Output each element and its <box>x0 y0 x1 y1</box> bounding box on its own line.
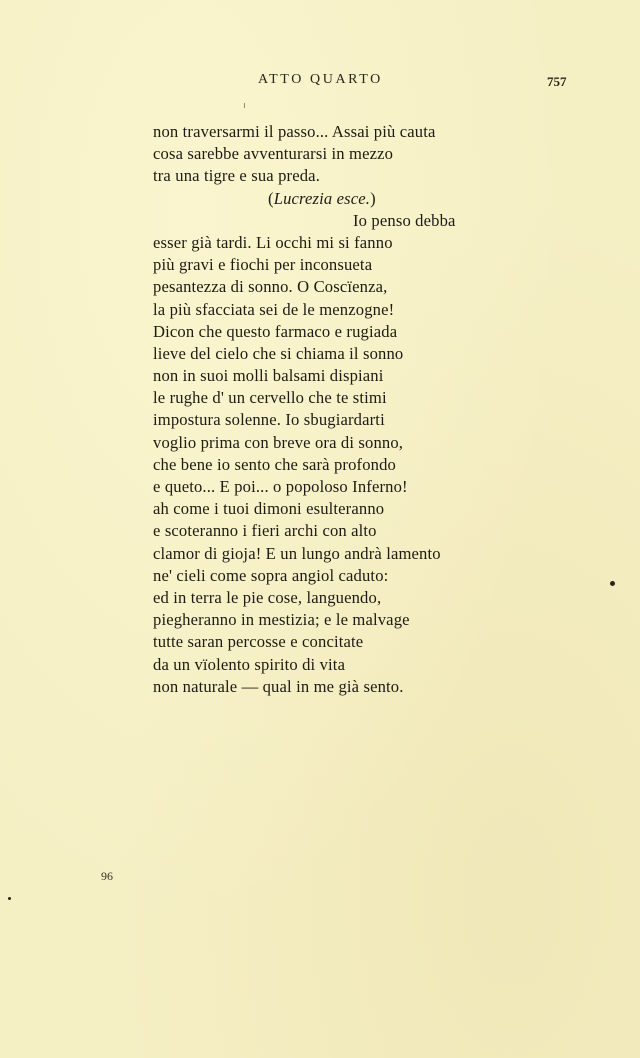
stage-direction-text: Lucrezia esce. <box>273 188 371 208</box>
verse-line: ah come i tuoi dimoni esulteranno <box>153 499 385 519</box>
ink-speck <box>610 581 615 586</box>
verse-line: voglio prima con breve ora di sonno, <box>153 432 404 452</box>
verse-line: Dicon che questo farmaco e rugiada <box>153 321 398 341</box>
verse-continuation-line: Io penso debba <box>353 210 456 230</box>
running-title: ATTO QUARTO <box>258 72 383 87</box>
verse-line: non naturale — qual in me già sento. <box>153 676 404 696</box>
stage-direction-open: ( <box>268 188 274 208</box>
verse-line: esser già tardi. Li occhi mi si fanno <box>153 232 393 252</box>
verse-line: lieve del cielo che si chiama il sonno <box>153 343 404 363</box>
verse-line-1: non traversarmi il passo... Assai più cauta <box>153 122 436 141</box>
signature-mark: 96 <box>101 869 113 883</box>
page-number: 757 <box>547 74 567 89</box>
ink-speck <box>244 103 245 108</box>
verse-line: e queto... E poi... o popoloso Inferno! <box>153 477 408 496</box>
verse-line: più gravi e fiochi per inconsueta <box>153 255 373 275</box>
verse-line: che bene io sento che sarà profondo <box>153 454 396 474</box>
ink-speck <box>8 897 11 900</box>
verse-line: piegheranno in mestizia; e le malvage <box>153 610 410 630</box>
running-head <box>0 72 640 92</box>
verse-line: pesantezza di sonno. O Coscïenza, <box>153 277 388 297</box>
stage-direction <box>153 188 573 210</box>
verse-line-2: cosa sarebbe avventurarsi in mezzo <box>153 144 394 164</box>
verse-line: la più sfacciata sei de le menzogne! <box>153 299 395 319</box>
verse-line-3: tra una tigre e sua preda. <box>153 166 320 186</box>
verse-block <box>153 121 573 698</box>
verse-line: le rughe d' un cervello che te stimi <box>153 388 387 408</box>
verse-line: tutte saran percosse e concitate <box>153 632 364 652</box>
verse-line: clamor di gioja! E un lungo andrà lamento <box>153 543 441 563</box>
verse-line: e scoteranno i fieri archi con alto <box>153 521 377 541</box>
verse-line: da un vïolento spirito di vita <box>153 654 346 674</box>
verse-line: ne' cieli come sopra angiol caduto: <box>153 565 389 585</box>
verse-line: non in suoi molli balsami dispiani <box>153 366 384 386</box>
verse-line: impostura solenne. Io sbugiardarti <box>153 410 385 430</box>
verse-line: ed in terra le pie cose, languendo, <box>153 587 382 607</box>
stage-direction-close: ) <box>370 188 376 208</box>
